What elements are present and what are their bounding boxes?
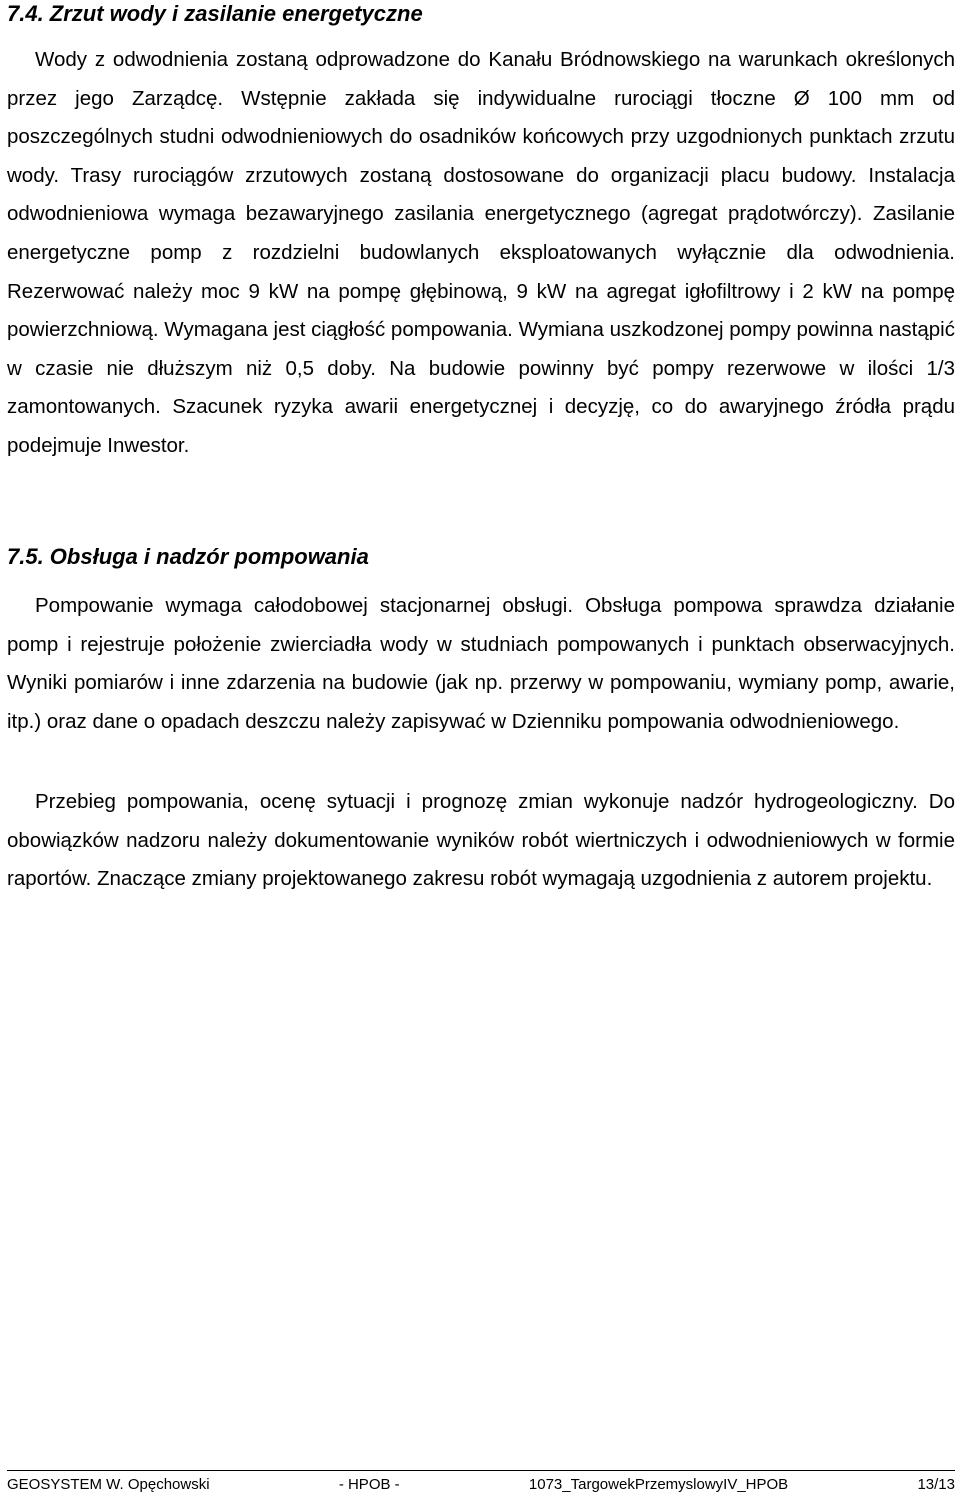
paragraph-water-discharge: Wody z odwodnienia zostaną odprowadzone do Kanału Bródnowskiego na warunkach określonych przez jego Zarządcę. Wstępnie zakłada się indywidualne rurociągi tłoczne Ø 100 mm od poszczególnych studni odwodnieniowych do osadników końcowych przy uzgodnionych punktach zrzutu wody. Trasy rurociągów zrzutowych zostaną dostosowane do organizacji placu budowy. Instalacja odwodnieniowa wymaga bezawaryjnego zasilania energetycznego (agregat prądotwórczy). Zasilanie energetyczne pomp z rozdzielni budowlanych eksploatowanych wyłącznie dla odwodnienia. Rezerwować należy moc 9 kW na pompę głębinową, 9 kW na agregat igłofiltrowy i 2 kW na pompę powierzchniową. Wymagana jest ciągłość pompowania. Wymiana uszkodzonej pompy powinna nastąpić w czasie nie dłuższym niż 0,5 doby. Na budowie powinny być pompy rezerwowe w ilości 1/3 zamontowanych. Szacunek ryzyka awarii energetycznej i decyzję, co do awaryjnego źródła prądu podejmuje Inwestor. xyxy=(7,48,955,457)
footer-page-number: 13/13 xyxy=(917,1476,955,1493)
footer-project-code: - HPOB - xyxy=(338,1476,400,1493)
page-footer xyxy=(7,1470,955,1496)
section-heading-7-4: 7.4. Zrzut wody i zasilanie energetyczne xyxy=(7,1,423,26)
section-heading-7-5: 7.5. Obsługa i nadzór pompowania xyxy=(7,544,369,569)
footer-company: GEOSYSTEM W. Opęchowski xyxy=(7,1476,210,1493)
paragraph-pumping-service: Pompowanie wymaga całodobowej stacjonarnej obsługi. Obsługa pompowa sprawdza działanie pomp i rejestruje położenie zwierciadła wody w studniach pompowanych i punktach obserwacyjnych. Wyniki pomiarów i inne zdarzenia na budowie (jak np. przerwy w pompowaniu, wymiany pomp, awarie, itp.) oraz dane o opadach deszczu należy zapisywać w Dzienniku pompowania odwodnieniowego. xyxy=(7,594,955,733)
footer-document-id: 1073_TargowekPrzemyslowyIV_HPOB xyxy=(528,1476,789,1493)
paragraph-hydrogeological-supervision: Przebieg pompowania, ocenę sytuacji i prognozę zmian wykonuje nadzór hydrogeologiczny. Do obowiązków nadzoru należy dokumentowanie wyników robót wiertniczych i odwodnieniowych w formie raportów. Znaczące zmiany projektowanego zakresu robót wymagają uzgodnienia z autorem projektu. xyxy=(7,790,955,891)
